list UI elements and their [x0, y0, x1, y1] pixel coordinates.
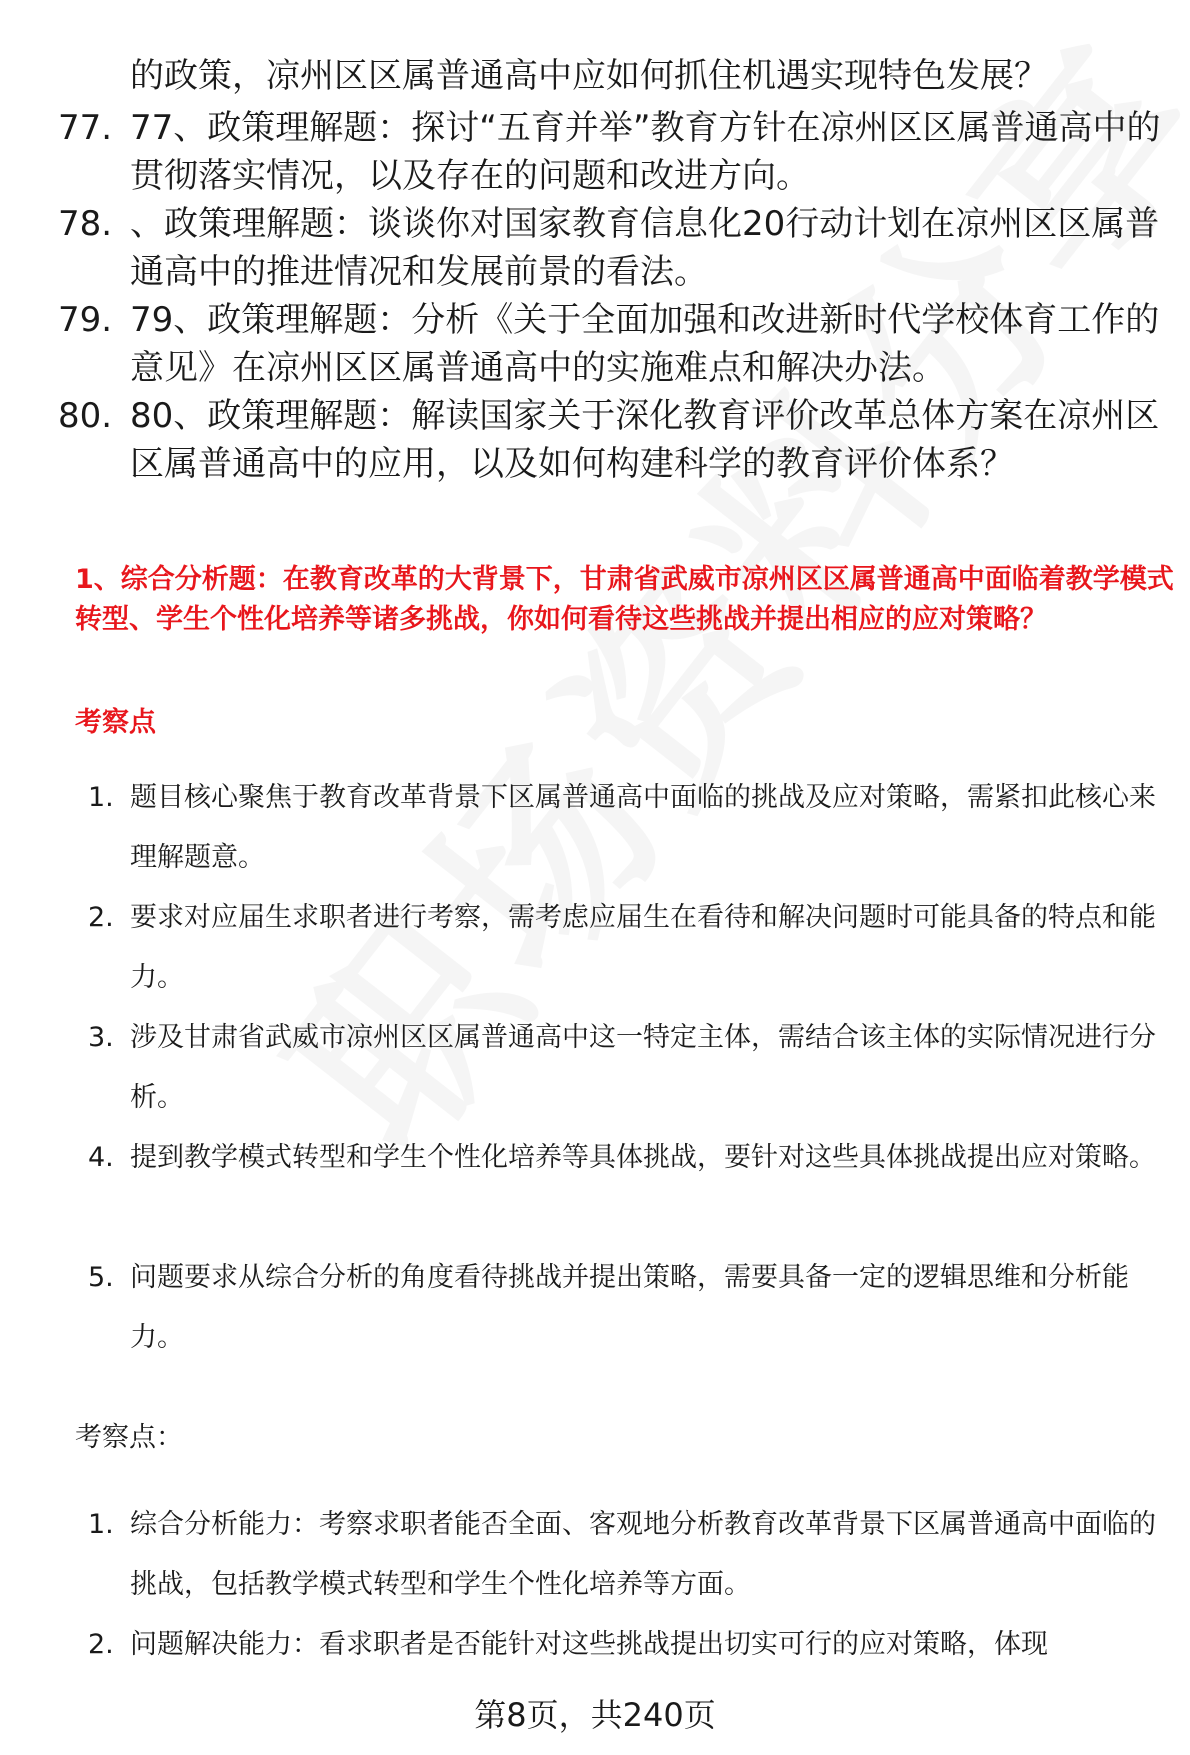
item-number: 78. — [58, 204, 113, 244]
page-footer: 第8页，共240页 — [474, 1696, 716, 1734]
item-text: 要求对应届生求职者进行考察，需考虑应届生在看待和解决问题时可能具备的特点和能力。 — [130, 902, 1156, 993]
item-number: 1. — [88, 1509, 114, 1540]
item-number: 2. — [88, 1629, 114, 1660]
question-heading: 1、综合分析题：在教育改革的大背景下，甘肃省武威市凉州区区属普通高中面临着教学模式转型、学生个性化培养等诸多挑战，你如何看待这些挑战并提出相应的应对策略？ — [75, 564, 1174, 635]
list-item — [0, 1615, 1190, 1675]
item-number: 80. — [58, 396, 113, 436]
item-text: 、政策理解题：谈谈你对国家教育信息化20行动计划在凉州区区属普通高中的推进情况和发展前景的看法。 — [130, 204, 1160, 292]
item-text: 题目核心聚焦于教育改革背景下区属普通高中面临的挑战及应对策略，需紧扣此核心来理解题意。 — [130, 782, 1156, 873]
item-text: 79、政策理解题：分析《关于全面加强和改进新时代学校体育工作的意见》在凉州区区属普通高中的实施难点和解决办法。 — [130, 300, 1160, 388]
item-text: 80、政策理解题：解读国家关于深化教育评价改革总体方案在凉州区区属普通高中的应用，以及如何构建科学的教育评价体系？ — [130, 396, 1160, 484]
item-number: 2. — [88, 902, 114, 933]
item-number: 4. — [88, 1142, 114, 1173]
section-label: 考察点： — [75, 1422, 183, 1453]
item-number: 3. — [88, 1022, 114, 1053]
section-label-red: 考察点 — [75, 707, 156, 738]
item-number: 77. — [58, 108, 113, 148]
item-text: 问题解决能力：看求职者是否能针对这些挑战提出切实可行的应对策略，体现 — [130, 1629, 1048, 1660]
item-text: 77、政策理解题：探讨“五育并举”教育方针在凉州区区属普通高中的贯彻落实情况，以及存在的问题和改进方向。 — [130, 108, 1161, 196]
item-number: 1. — [88, 782, 114, 813]
item-text: 涉及甘肃省武威市凉州区区属普通高中这一特定主体，需结合该主体的实际情况进行分析。 — [130, 1022, 1156, 1113]
item-text: 问题要求从综合分析的角度看待挑战并提出策略，需要具备一定的逻辑思维和分析能力。 — [130, 1262, 1129, 1353]
item-number: 5. — [88, 1262, 114, 1293]
item-number: 79. — [58, 300, 113, 340]
item-text: 提到教学模式转型和学生个性化培养等具体挑战，要针对这些具体挑战提出应对策略。 — [130, 1142, 1156, 1173]
item-text: 综合分析能力：考察求职者能否全面、客观地分析教育改革背景下区属普通高中面临的挑战，包括教学模式转型和学生个性化培养等方面。 — [130, 1509, 1156, 1600]
continuation-text: 的政策，凉州区区属普通高中应如何抓住机遇实现特色发展？ — [130, 56, 1048, 96]
